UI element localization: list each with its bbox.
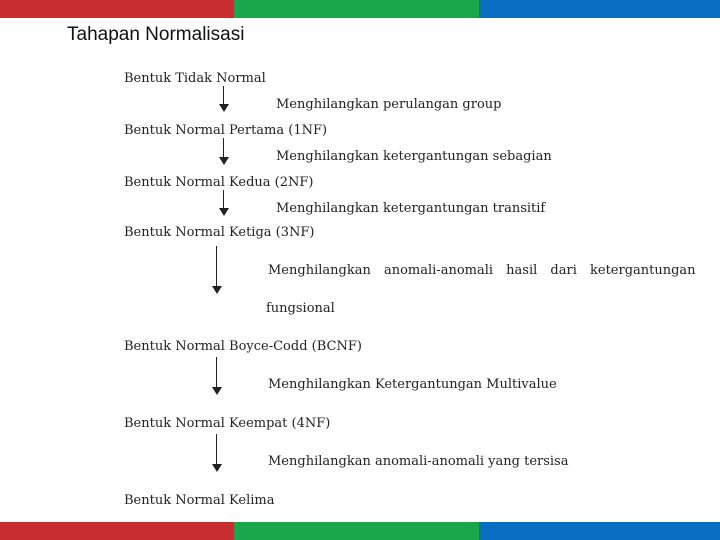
bottom-bar-green [234, 522, 479, 540]
top-bar-blue [479, 0, 720, 18]
arrow-down-icon [212, 434, 222, 472]
arrow-down-icon [212, 246, 222, 294]
bottom-bar-red [0, 522, 234, 540]
top-bar-green [234, 0, 479, 18]
stage-2nf: Bentuk Normal Kedua (2NF) [124, 175, 314, 190]
stage-3nf: Bentuk Normal Ketiga (3NF) [124, 225, 315, 240]
transition-3nf: Menghilangkan ketergantungan transitif [276, 201, 546, 216]
transition-bcnf: Menghilangkan anomali-anomali hasil dari ketergantungan [268, 263, 696, 278]
transition-5nf: Menghilangkan anomali-anomali yang tersisa [268, 454, 569, 469]
stage-unnormalized: Bentuk Tidak Normal [124, 71, 266, 86]
bottom-bar-blue [479, 522, 720, 540]
arrow-down-icon [219, 190, 229, 216]
bottom-color-bar [0, 522, 720, 540]
arrow-down-icon [219, 86, 229, 112]
stage-bcnf: Bentuk Normal Boyce-Codd (BCNF) [124, 339, 362, 354]
stage-5nf: Bentuk Normal Kelima [124, 493, 275, 508]
arrow-down-icon [212, 357, 222, 395]
stage-4nf: Bentuk Normal Keempat (4NF) [124, 416, 331, 431]
slide-title: Tahapan Normalisasi [67, 24, 245, 45]
transition-bcnf-continued: fungsional [266, 301, 335, 316]
transition-1nf: Menghilangkan perulangan group [276, 97, 502, 112]
transition-4nf: Menghilangkan Ketergantungan Multivalue [268, 377, 557, 392]
arrow-down-icon [219, 138, 229, 165]
top-color-bar [0, 0, 720, 18]
top-bar-red [0, 0, 234, 18]
stage-1nf: Bentuk Normal Pertama (1NF) [124, 123, 328, 138]
transition-2nf: Menghilangkan ketergantungan sebagian [276, 149, 552, 164]
